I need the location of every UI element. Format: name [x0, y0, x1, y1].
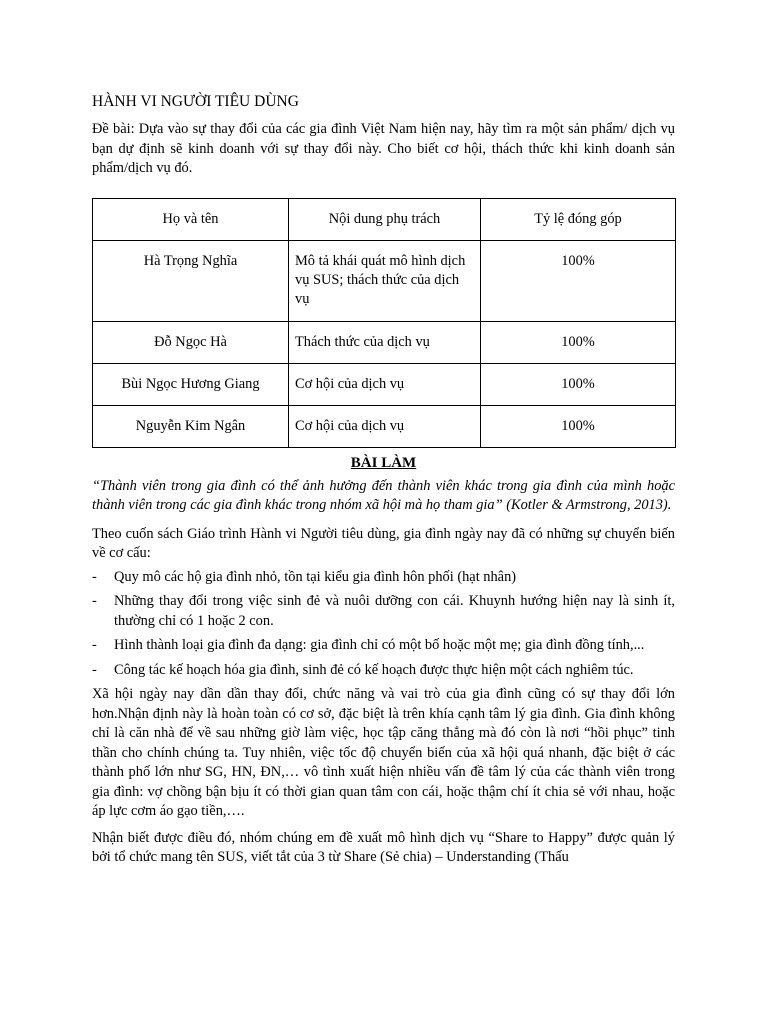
section-heading: BÀI LÀM — [350, 454, 417, 471]
member-task: Thách thức của dịch vụ — [289, 321, 481, 363]
list-item — [92, 592, 675, 631]
document-body — [92, 92, 675, 868]
service-proposal-paragraph: Nhận biết được điều đó, nhóm chúng em đề xuất mô hình dịch vụ “Share to Happy” được quản lý bởi tổ chức mang tên SUS, viết tắt của 3 từ Share (Sẻ chia) – Understanding (Thấu — [92, 829, 675, 865]
document-title: HÀNH VI NGƯỜI TIÊU DÙNG — [92, 93, 299, 110]
bullet-dash: - — [92, 661, 97, 678]
member-name: Bùi Ngọc Hương Giang — [93, 363, 289, 405]
list-item — [92, 636, 675, 656]
family-changes-list — [92, 568, 675, 681]
member-task: Mô tả khái quát mô hình dịch vụ SUS; thách thức của dịch vụ — [289, 240, 481, 321]
bullet-dash: - — [92, 568, 97, 585]
member-contribution-table — [92, 198, 676, 448]
bullet-dash: - — [92, 593, 97, 609]
table-row — [93, 363, 676, 405]
society-change-paragraph: Xã hội ngày nay dần dần thay đổi, chức năng và vai trò của gia đình cũng có sự thay đổi lớn hơn.Nhận định này là hoàn toàn có cơ sở, đặc biệt là trên khía cạnh tâm lý gia đình. Gia đình không chỉ là căn nhà để về sau những giờ làm việc, học tập căng thẳng mà đó còn là nơi “hồi phục” tinh thần cho chính chúng ta. Tuy nhiên, việc tốc độ chuyển biến của xã hội quá nhanh, đặc biệt ở các thành phố lớn như SG, HN, ĐN,… vô tình xuất hiện nhiều vấn đề tâm lý của các thành viên trong gia đình: vợ chồng bận bịu ít có thời gian quan tâm con cái, hoặc thậm chí ít chia sẻ với nhau, hoặc áp lực cơm áo gạo tiền,…. — [92, 686, 675, 819]
header-task: Nội dung phụ trách — [289, 198, 481, 240]
header-name: Họ và tên — [93, 198, 289, 240]
table-header-row — [93, 198, 676, 240]
intro-paragraph: Theo cuốn sách Giáo trình Hành vi Người tiêu dùng, gia đình ngày nay đã có những sự chuyển biến về cơ cấu: — [92, 525, 675, 561]
header-share: Tỷ lệ đóng góp — [481, 198, 676, 240]
table-row — [93, 321, 676, 363]
member-share: 100% — [481, 363, 676, 405]
list-item — [92, 661, 675, 681]
member-name: Đỗ Ngọc Hà — [93, 321, 289, 363]
member-name: Nguyễn Kim Ngân — [93, 405, 289, 447]
list-item-text: Những thay đổi trong việc sinh đẻ và nuôi dưỡng con cái. Khuynh hướng hiện nay là sinh ít, thường chỉ có 1 hoặc 2 con. — [114, 593, 675, 629]
member-task: Cơ hội của dịch vụ — [289, 363, 481, 405]
member-share: 100% — [481, 240, 676, 321]
member-task: Cơ hội của dịch vụ — [289, 405, 481, 447]
bullet-dash: - — [92, 637, 97, 653]
list-item-text: Công tác kế hoạch hóa gia đình, sinh đẻ có kế hoạch được thực hiện một cách nghiêm túc. — [114, 661, 634, 678]
member-name: Hà Trọng Nghĩa — [93, 240, 289, 321]
member-share: 100% — [481, 321, 676, 363]
table-row — [93, 405, 676, 447]
member-share: 100% — [481, 405, 676, 447]
list-item-text: Hình thành loại gia đình đa dạng: gia đình chỉ có một bố hoặc một mẹ; gia đình đồng tính,... — [114, 637, 645, 653]
kotler-quote: “Thành viên trong gia đình có thể ảnh hưởng đến thành viên khác trong gia đình của mình hoặc thành viên trong các gia đình khác trong nhóm xã hội mà họ tham gia” (Kotler & Armstrong, 2013). — [92, 477, 675, 513]
table-row — [93, 240, 676, 321]
list-item-text: Quy mô các hộ gia đình nhỏ, tồn tại kiểu gia đình hôn phối (hạt nhân) — [114, 568, 517, 585]
assignment-prompt: Đề bài: Dựa vào sự thay đổi của các gia đình Việt Nam hiện nay, hãy tìm ra một sản phẩm/ dịch vụ bạn dự định sẽ kinh doanh với sự thay đổi này. Cho biết cơ hội, thách thức khi kinh doanh sản phẩm/dịch vụ đó. — [92, 121, 675, 176]
list-item — [92, 568, 675, 588]
